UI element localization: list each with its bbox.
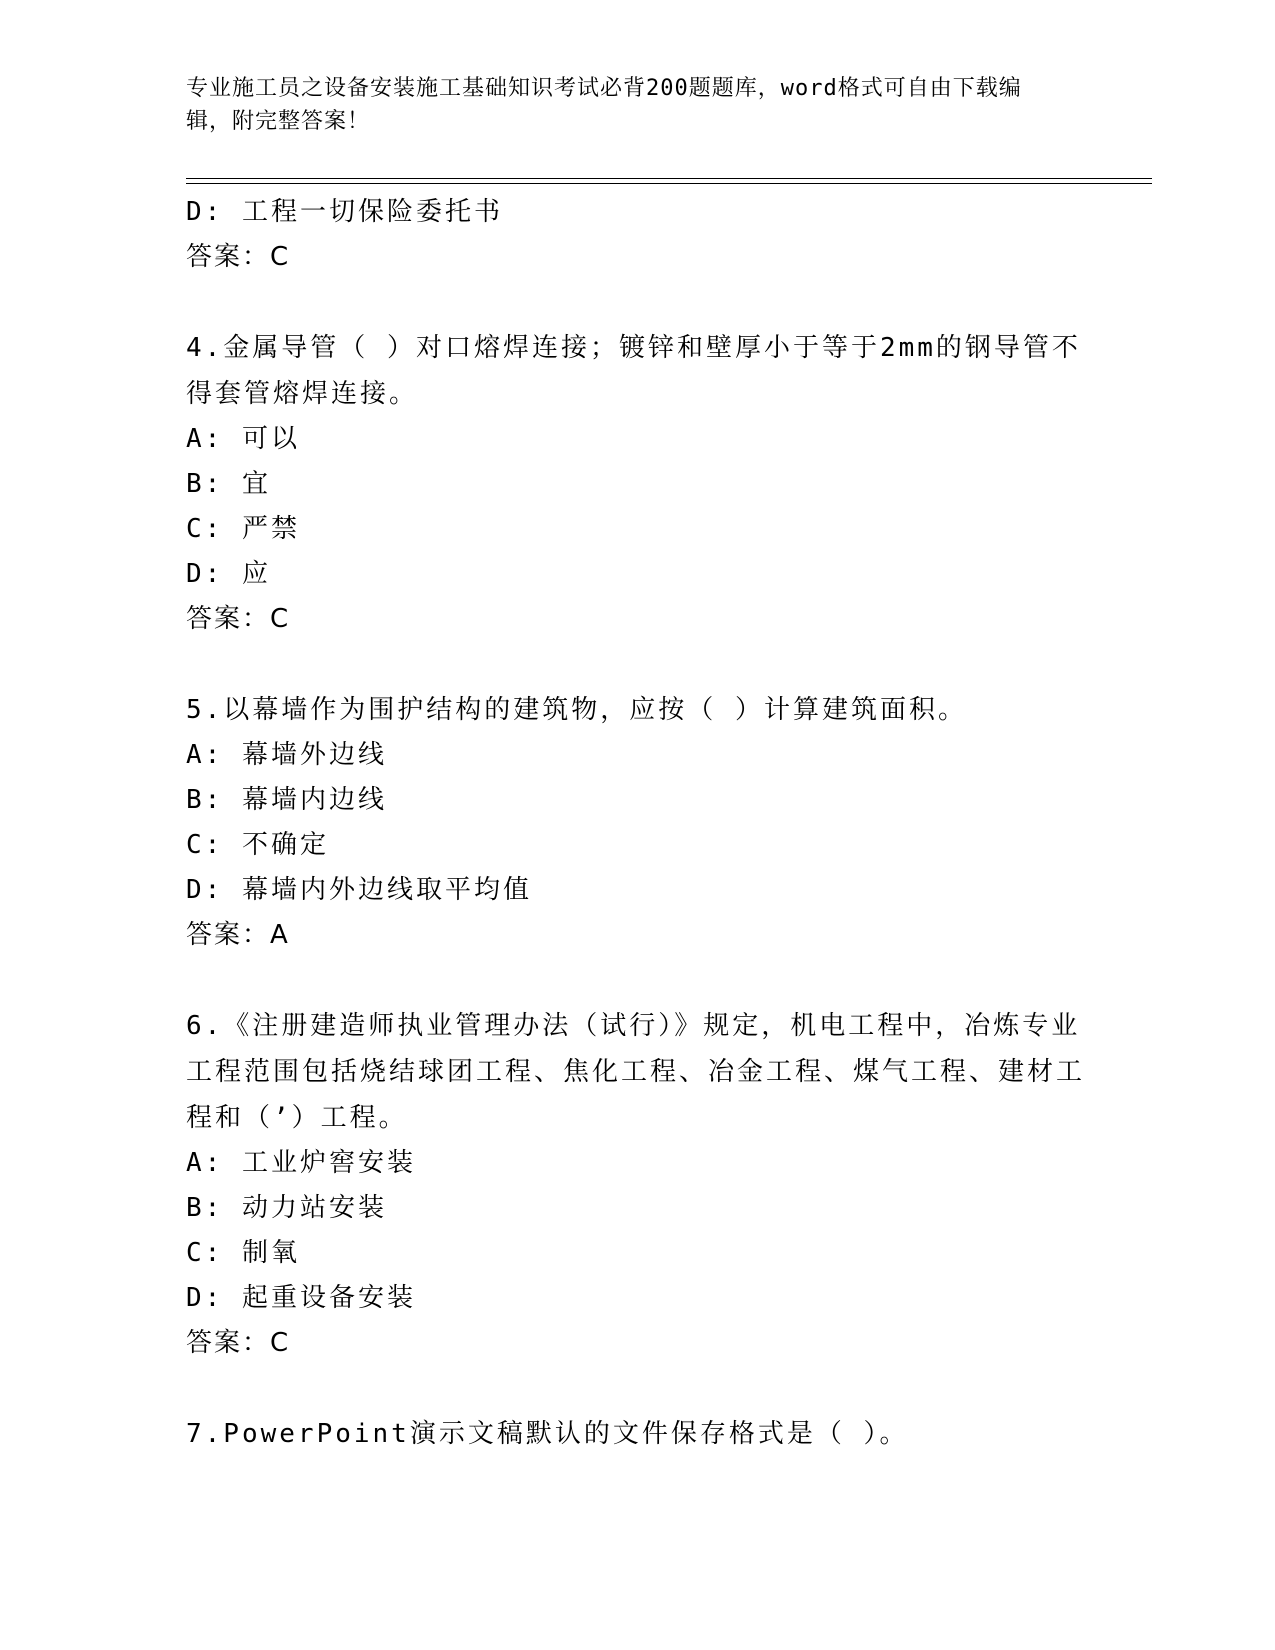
spacer — [186, 642, 1086, 687]
option-d: D: 起重设备安装 — [186, 1283, 416, 1313]
answer-line: 答案：C — [186, 604, 291, 634]
option-b: B: 宜 — [186, 469, 271, 499]
question-text: 4.金属导管（ ）对口熔焊连接；镀锌和壁厚小于等于2mm的钢导管不得套管熔焊连接。 — [186, 333, 1081, 409]
option-d: D: 工程一切保险委托书 — [186, 197, 503, 227]
question-7 — [186, 1411, 1086, 1457]
question-text: 5.以幕墙作为围护结构的建筑物，应按（ ）计算建筑面积。 — [186, 695, 967, 725]
document-body — [186, 190, 1086, 1457]
option-d: D: 应 — [186, 559, 271, 589]
option-b: B: 幕墙内边线 — [186, 785, 387, 815]
spacer — [186, 280, 1086, 325]
option-c: C: 不确定 — [186, 830, 329, 860]
question-5 — [186, 687, 1086, 958]
header-rule-top — [186, 178, 1152, 179]
option-c: C: 制氧 — [186, 1238, 300, 1268]
question-4 — [186, 325, 1086, 642]
document-header: 专业施工员之设备安装施工基础知识考试必背200题题库，word格式可自由下载编辑，附完整答案！ — [186, 76, 1022, 134]
option-a: A: 工业炉窖安装 — [186, 1148, 416, 1178]
option-d: D: 幕墙内外边线取平均值 — [186, 875, 532, 905]
question-text: 7.PowerPoint演示文稿默认的文件保存格式是（ ）。 — [186, 1419, 909, 1449]
answer-line: 答案：C — [186, 1328, 291, 1358]
option-a: A: 可以 — [186, 424, 300, 454]
header-rule-bottom — [186, 183, 1152, 184]
spacer — [186, 1366, 1086, 1411]
answer-line: 答案：A — [186, 920, 290, 950]
question-6 — [186, 1003, 1086, 1366]
question-text: 6.《注册建造师执业管理办法（试行）》规定，机电工程中，冶炼专业工程范围包括烧结球团工程、焦化工程、冶金工程、煤气工程、建材工程和（’）工程。 — [186, 1011, 1086, 1133]
option-a: A: 幕墙外边线 — [186, 740, 387, 770]
answer-line: 答案：C — [186, 242, 291, 272]
option-c: C: 严禁 — [186, 514, 300, 544]
option-b: B: 动力站安装 — [186, 1193, 387, 1223]
spacer — [186, 958, 1086, 1003]
